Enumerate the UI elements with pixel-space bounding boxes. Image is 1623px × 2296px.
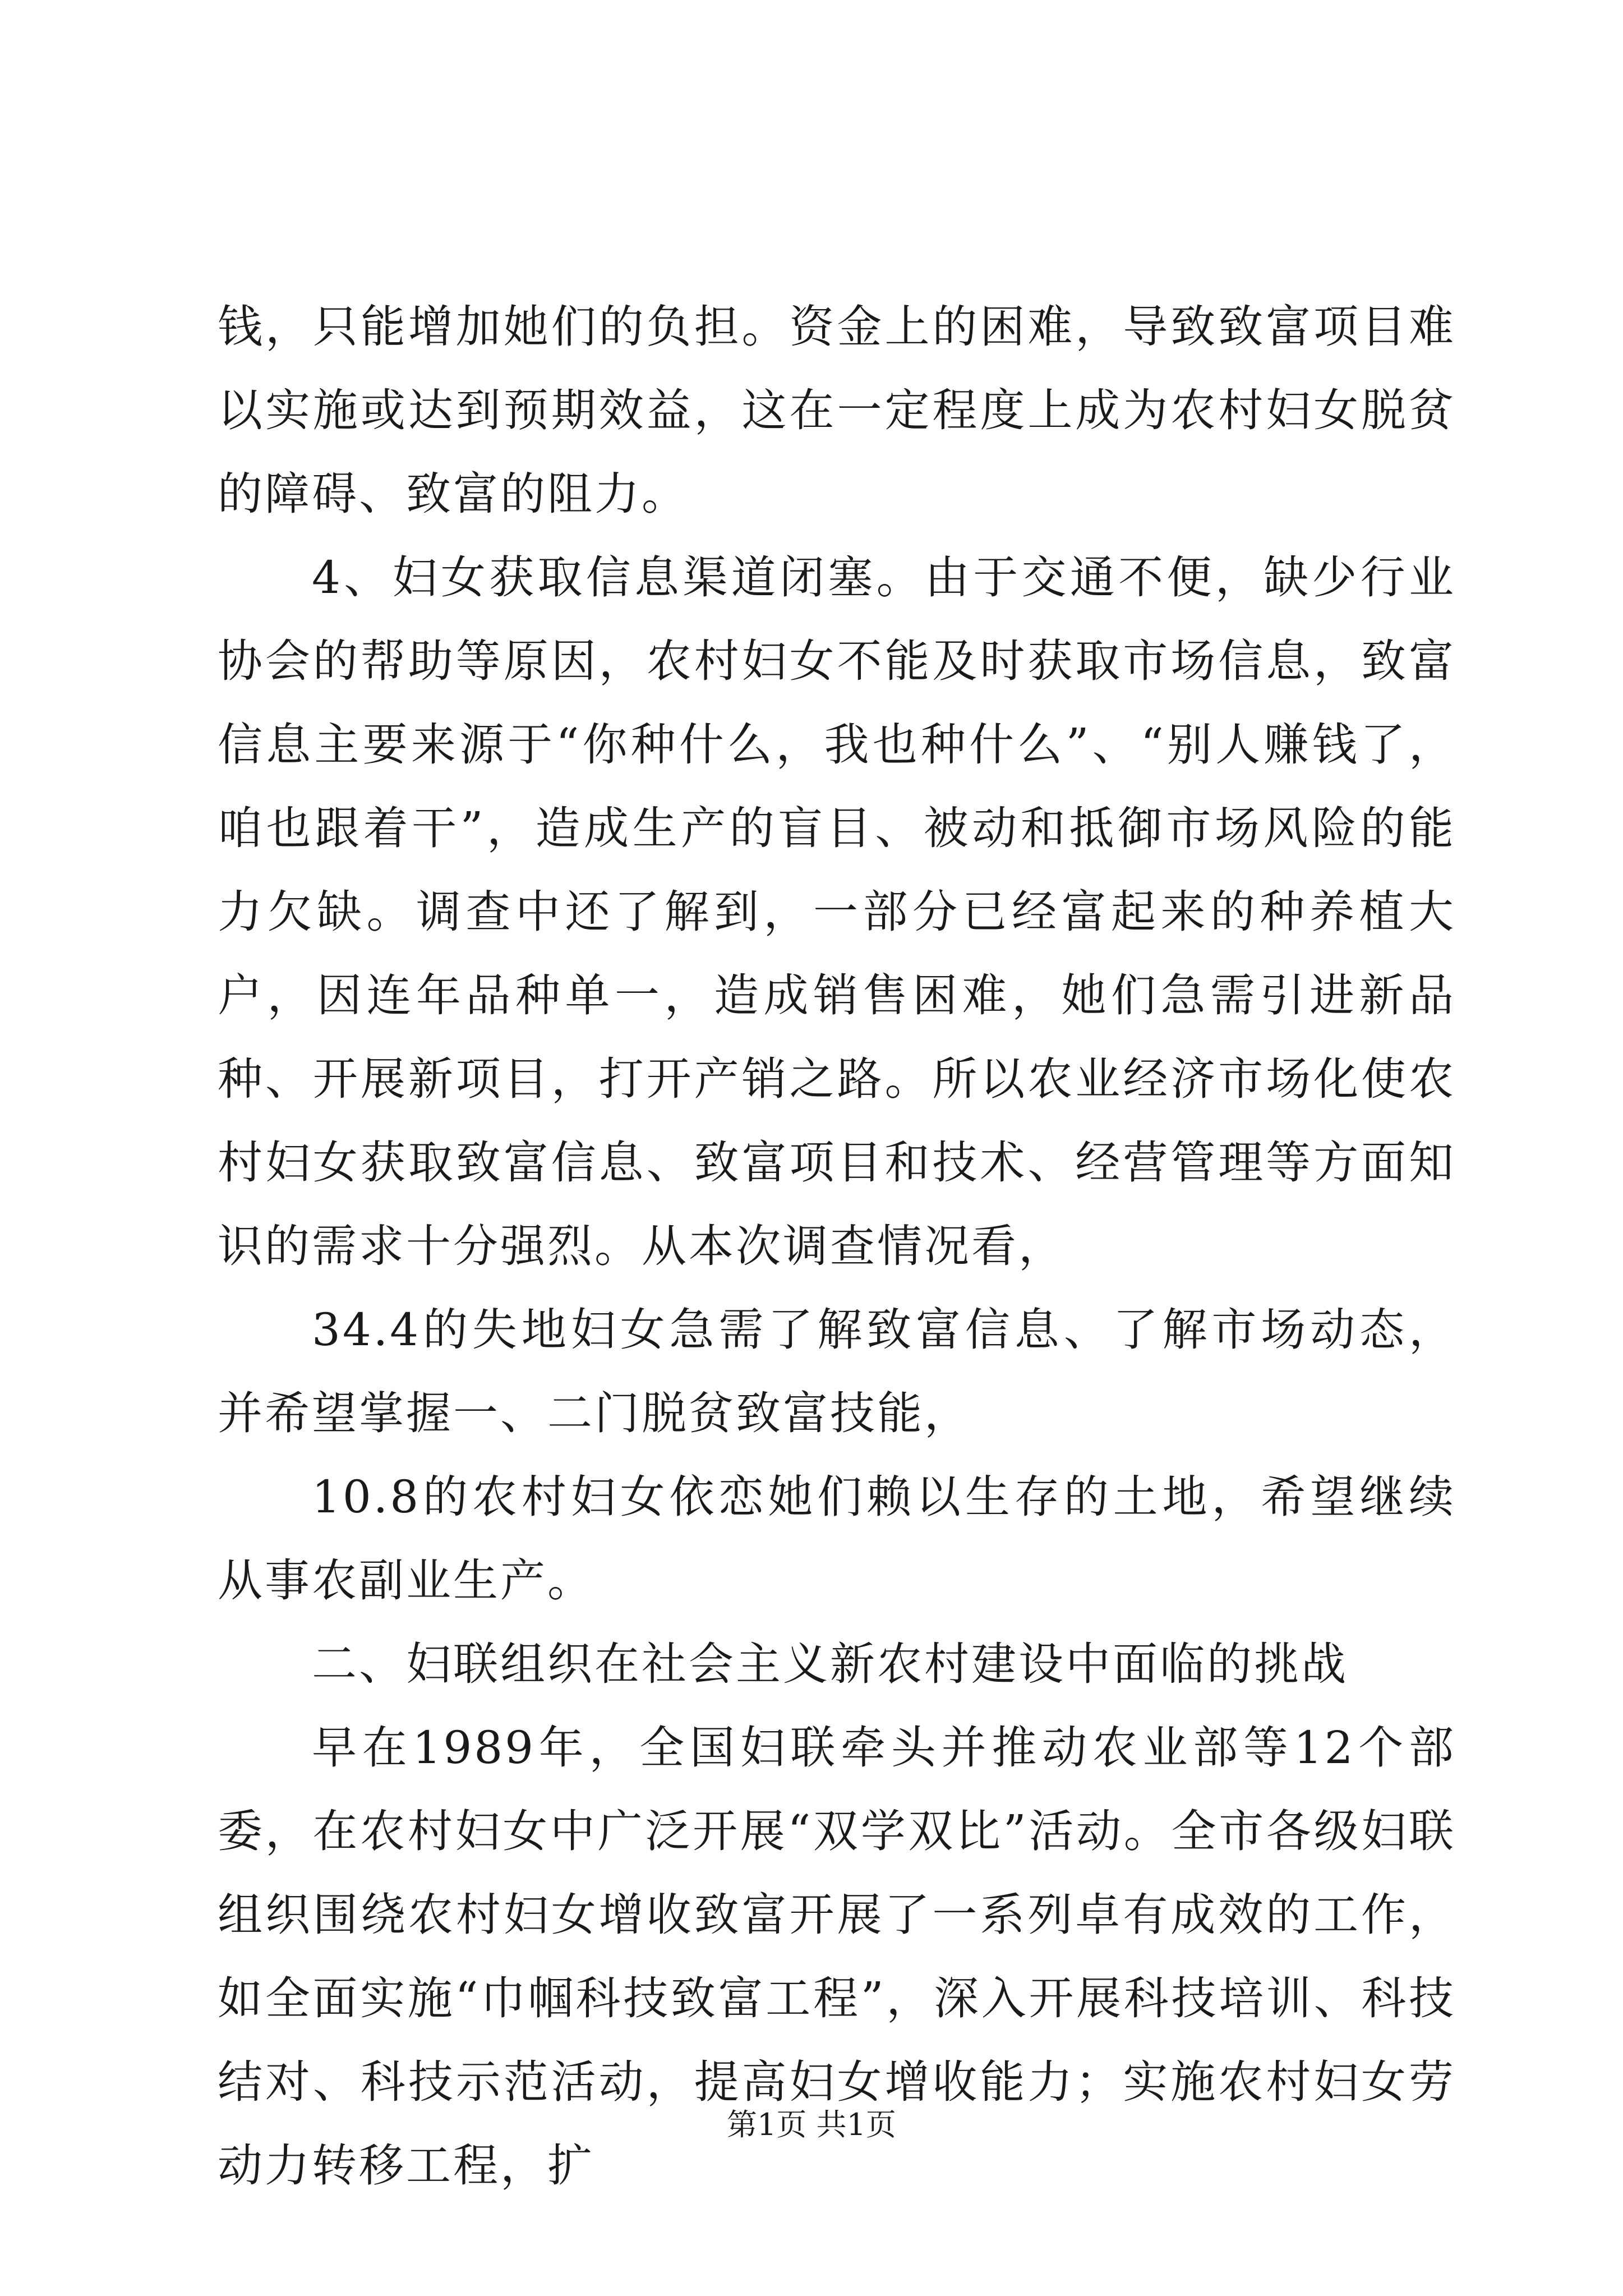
paragraph-1: 钱，只能增加她们的负担。资金上的困难，导致致富项目难以实施或达到预期效益，这在一定程度上成为农村妇女脱贫的障碍、致富的阻力。	[218, 301, 1456, 520]
paragraph-6: 早在1989年，全国妇联牵头并推动农业部等12个部委，在农村妇女中广泛开展“双学双比”活动。全市各级妇联组织围绕农村妇女增收致富开展了一系列卓有成效的工作，如全面实施“巾帼科技致富工程”，深入开展科技培训、科技结对、科技示范活动，提高妇女增收能力；实施农村妇女劳动力转移工程，扩	[218, 1722, 1456, 2192]
paragraph-4: 10.8的农村妇女依恋她们赖以生存的土地，希望继续从事农副业生产。	[218, 1471, 1456, 1607]
paragraph-3: 34.4的失地妇女急需了解致富信息、了解市场动态，并希望掌握一、二门脱贫致富技能，	[218, 1304, 1456, 1439]
document-body	[218, 285, 1456, 2207]
page-footer: 第1页 共1页	[727, 2107, 896, 2142]
paragraph-2: 4、妇女获取信息渠道闭塞。由于交通不便，缺少行业协会的帮助等原因，农村妇女不能及时获取市场信息，致富信息主要来源于“你种什么，我也种什么”、“别人赚钱了，咱也跟着干”，造成生产的盲目、被动和抵御市场风险的能力欠缺。调查中还了解到，一部分已经富起来的种养植大户，因连年品种单一，造成销售困难，她们急需引进新品种、开展新项目，打开产销之路。所以农业经济市场化使农村妇女获取致富信息、致富项目和技术、经营管理等方面知识的需求十分强烈。从本次调查情况看，	[218, 551, 1456, 1272]
section-heading: 二、妇联组织在社会主义新农村建设中面临的挑战	[312, 1638, 1348, 1690]
